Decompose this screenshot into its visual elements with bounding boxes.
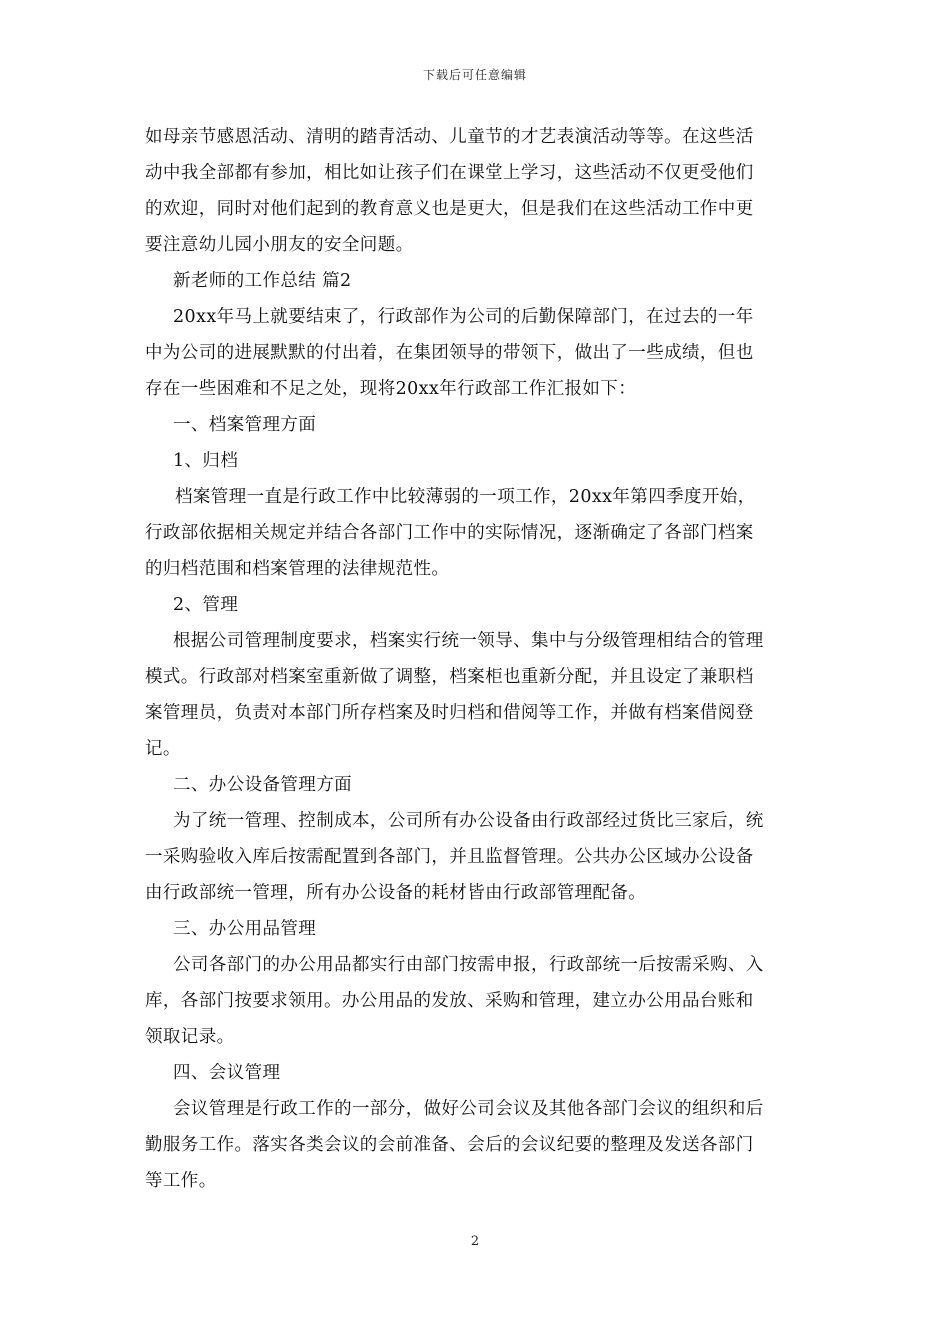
text-line: 中为公司的进展默默的付出着，在集团领导的带领下，做出了一些成绩，但也: [145, 343, 754, 363]
text-line: 记。: [145, 739, 181, 759]
text-line: 行政部依据相关规定并结合各部门工作中的实际情况，逐渐确定了各部门档案: [145, 523, 754, 543]
section-heading: 三、办公用品管理: [173, 919, 317, 939]
section-heading: 一、档案管理方面: [173, 415, 317, 435]
text-line: 案管理员，负责对本部门所存档案及时归档和借阅等工作，并做有档案借阅登: [145, 703, 754, 723]
text-line: 要注意幼儿园小朋友的安全问题。: [145, 235, 414, 255]
text-line: 模式。行政部对档案室重新做了调整，档案柜也重新分配，并且设定了兼职档: [145, 667, 754, 687]
document-body: [145, 119, 809, 1199]
text-line: 由行政部统一管理，所有办公设备的耗材皆由行政部管理配备。: [145, 883, 647, 903]
text-line: 领取记录。: [145, 1027, 235, 1047]
page-header: 下载后可任意编辑: [422, 68, 527, 82]
text-line: 勤服务工作。落实各类会议的会前准备、会后的会议纪要的整理及发送各部门: [145, 1135, 754, 1155]
text-line: 20xx年马上就要结束了，行政部作为公司的后勤保障部门，在过去的一年: [173, 307, 754, 327]
text-line: 存在一些困难和不足之处，现将20xx年行政部工作汇报如下：: [145, 379, 637, 399]
subsection-heading: 2、管理: [173, 595, 239, 615]
text-line: 公司各部门的办公用品都实行由部门按需申报，行政部统一后按需采购、入: [173, 955, 764, 975]
text-line: 如母亲节感恩活动、清明的踏青活动、儿童节的才艺表演活动等等。在这些活: [145, 127, 754, 147]
section-heading: 四、会议管理: [173, 1063, 281, 1083]
text-line: 根据公司管理制度要求，档案实行统一领导、集中与分级管理相结合的管理: [173, 631, 764, 651]
section-heading: 二、办公设备管理方面: [173, 775, 352, 795]
text-line: 库，各部门按要求领用。办公用品的发放、采购和管理，建立办公用品台账和: [145, 991, 754, 1011]
text-line: 会议管理是行政工作的一部分，做好公司会议及其他各部门会议的组织和后: [173, 1099, 764, 1119]
text-line: 为了统一管理、控制成本，公司所有办公设备由行政部经过货比三家后，统: [173, 811, 764, 831]
text-line: 一采购验收入库后按需配置到各部门，并且监督管理。公共办公区域办公设备: [145, 847, 754, 867]
text-line: 的归档范围和档案管理的法律规范性。: [145, 559, 450, 579]
text-line: 等工作。: [145, 1171, 217, 1191]
text-line: 档案管理一直是行政工作中比较薄弱的一项工作，20xx年第四季度开始，: [175, 487, 756, 507]
page-number: 2: [470, 1234, 480, 1249]
section-heading: 新老师的工作总结 篇2: [173, 271, 352, 291]
text-line: 的欢迎，同时对他们起到的教育意义也是更大，但是我们在这些活动工作中更: [145, 199, 754, 219]
subsection-heading: 1、归档: [173, 451, 239, 471]
text-line: 动中我全部都有参加，相比如让孩子们在课堂上学习，这些活动不仅更受他们: [145, 163, 754, 183]
